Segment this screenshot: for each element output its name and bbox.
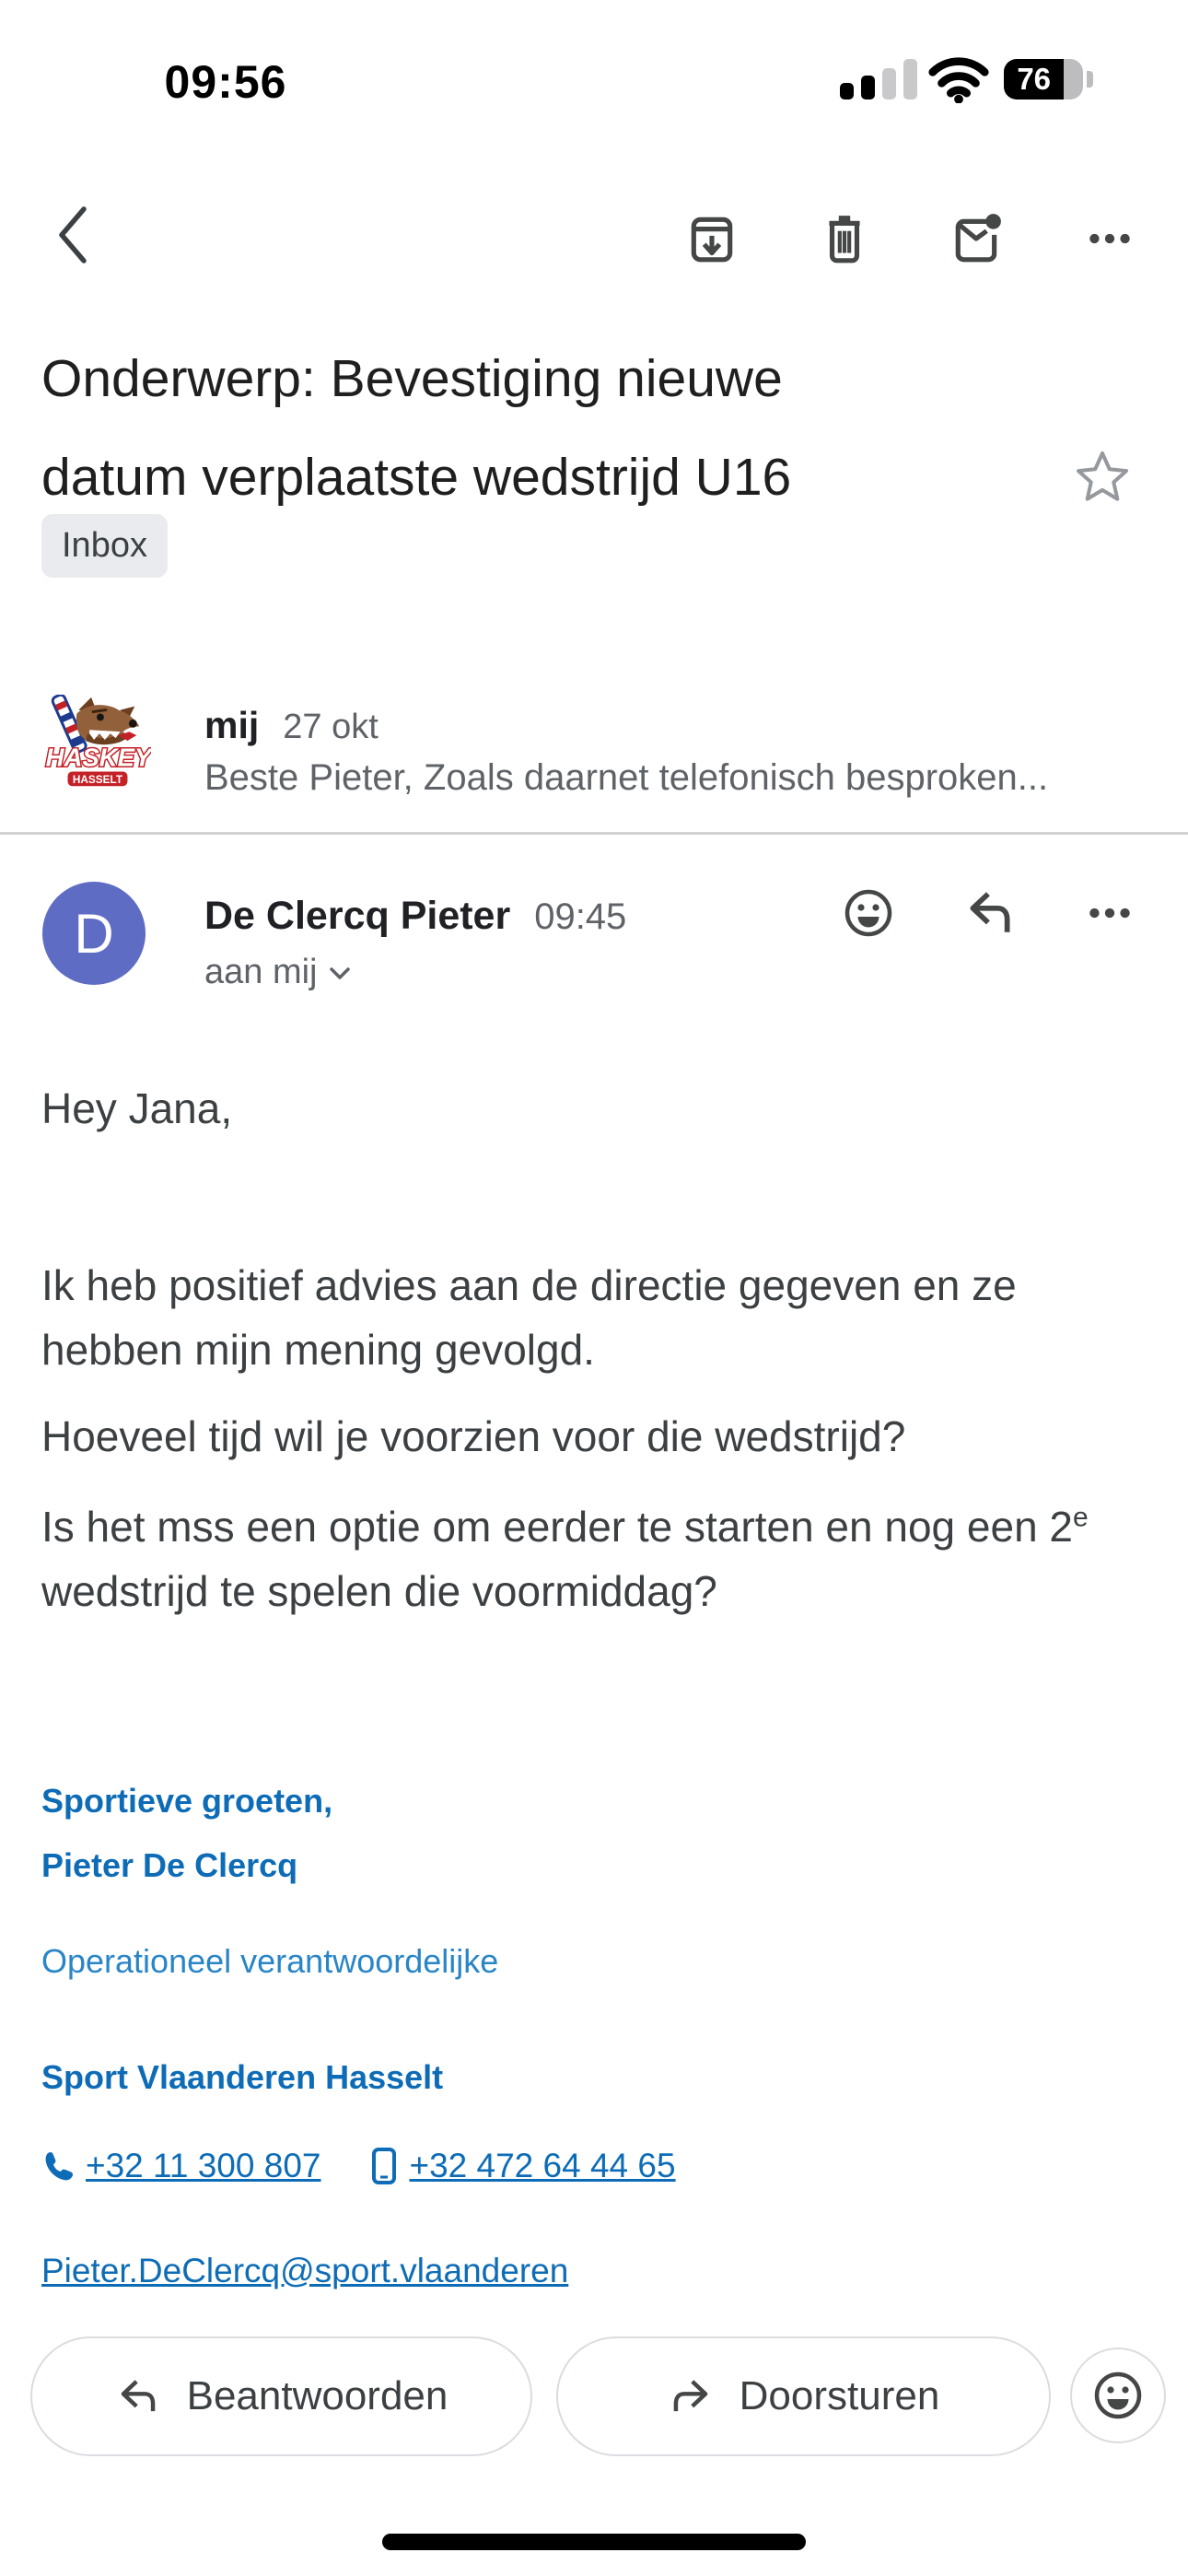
recipient-label: aan mij: [204, 953, 318, 991]
sender-avatar[interactable]: D: [42, 882, 146, 985]
star-icon: [1073, 448, 1132, 507]
back-button[interactable]: [46, 208, 99, 262]
signature-name: Pieter De Clercq: [41, 1846, 298, 1884]
message-time: 09:45: [534, 896, 627, 937]
expanded-message-header: [0, 866, 1188, 1060]
battery-nub: [1087, 71, 1093, 88]
reply-arrow-icon: [963, 886, 1017, 940]
collapsed-preview: Beste Pieter, Zoals daarnet telefonisch besproken...: [204, 757, 1049, 798]
body-paragraph-3: Is het mss een optie om eerder te starten en nog een 2e wedstrijd te spelen die voormiddag?: [41, 1502, 1089, 1615]
collapsed-sender: mij: [204, 704, 260, 746]
more-options-button[interactable]: [1083, 212, 1136, 265]
body-paragraph-1: Ik heb positief advies aan de directie gegeven en ze hebben mijn mening gevolgd.: [41, 1261, 1017, 1374]
trash-icon: [818, 212, 871, 265]
signature-role: Operationeel verantwoordelijke: [41, 1942, 499, 1980]
archive-icon: [685, 212, 739, 265]
add-reaction-button[interactable]: [842, 886, 895, 940]
signature-email-link[interactable]: Pieter.DeClercq@sport.vlaanderen: [41, 2252, 569, 2289]
mail-unread-icon: [950, 212, 1004, 265]
emoji-smile-icon: [843, 887, 894, 939]
collapsed-message-row[interactable]: [0, 678, 1188, 833]
forward-footer-label: Doorsturen: [739, 2373, 940, 2418]
svg-text:HASKEY: HASKEY: [45, 743, 151, 772]
forward-arrow-icon: [668, 2373, 714, 2419]
chevron-down-icon: [329, 966, 351, 980]
status-bar: [0, 0, 1188, 120]
body-paragraph-2: Hoeveel tijd wil je voorzien voor die wedstrijd?: [41, 1412, 906, 1460]
signature-org: Sport Vlaanderen Hasselt: [41, 2058, 444, 2096]
phone-mobile-link[interactable]: +32 472 64 44 65: [409, 2147, 676, 2184]
signature-greeting: Sportieve groeten,: [41, 1782, 333, 1820]
wifi-icon: [928, 57, 989, 103]
battery-icon: [1004, 59, 1083, 100]
inbox-label-chip[interactable]: Inbox: [41, 514, 168, 578]
collapsed-date: 27 okt: [283, 708, 379, 746]
signature-phones: [41, 2147, 676, 2185]
battery-percent: 76: [1017, 62, 1052, 96]
more-horizontal-icon: [1083, 886, 1136, 940]
emoji-footer-button[interactable]: [1070, 2348, 1166, 2443]
mark-unread-button[interactable]: [950, 212, 1004, 265]
status-clock: 09:56: [164, 56, 287, 108]
message-divider: [0, 832, 1188, 835]
archive-button[interactable]: [685, 212, 739, 265]
sender-name: De Clercq Pieter: [204, 894, 511, 938]
more-horizontal-icon: [1083, 212, 1136, 265]
superscript-e: e: [1073, 1502, 1089, 1533]
delete-button[interactable]: [818, 212, 871, 265]
reply-footer-label: Beantwoorden: [186, 2373, 448, 2418]
cellular-signal-icon: [840, 59, 928, 101]
chevron-left-icon: [52, 205, 93, 265]
recipient-expander[interactable]: [204, 953, 351, 992]
email-subject: Onderwerp: Bevestiging nieuwe datum verplaatste wedstrijd U16: [41, 349, 792, 507]
mobile-phone-icon: [372, 2148, 396, 2184]
reply-button[interactable]: [963, 886, 1017, 940]
phone-icon: [41, 2150, 73, 2182]
forward-footer-button[interactable]: [556, 2336, 1051, 2456]
top-toolbar: [0, 201, 1188, 284]
haskey-hasselt-logo-avatar[interactable]: [42, 695, 151, 790]
body-greeting: Hey Jana,: [41, 1084, 233, 1132]
emoji-smile-icon: [1092, 2370, 1144, 2421]
phone-fixed-link[interactable]: +32 11 300 807: [86, 2147, 321, 2184]
home-indicator-handle[interactable]: [382, 2534, 806, 2550]
reply-footer-button[interactable]: [30, 2336, 532, 2456]
svg-text:HASSELT: HASSELT: [72, 773, 123, 787]
star-button[interactable]: [1072, 448, 1133, 509]
reply-arrow-icon: [115, 2373, 161, 2419]
message-more-button[interactable]: [1083, 886, 1136, 940]
